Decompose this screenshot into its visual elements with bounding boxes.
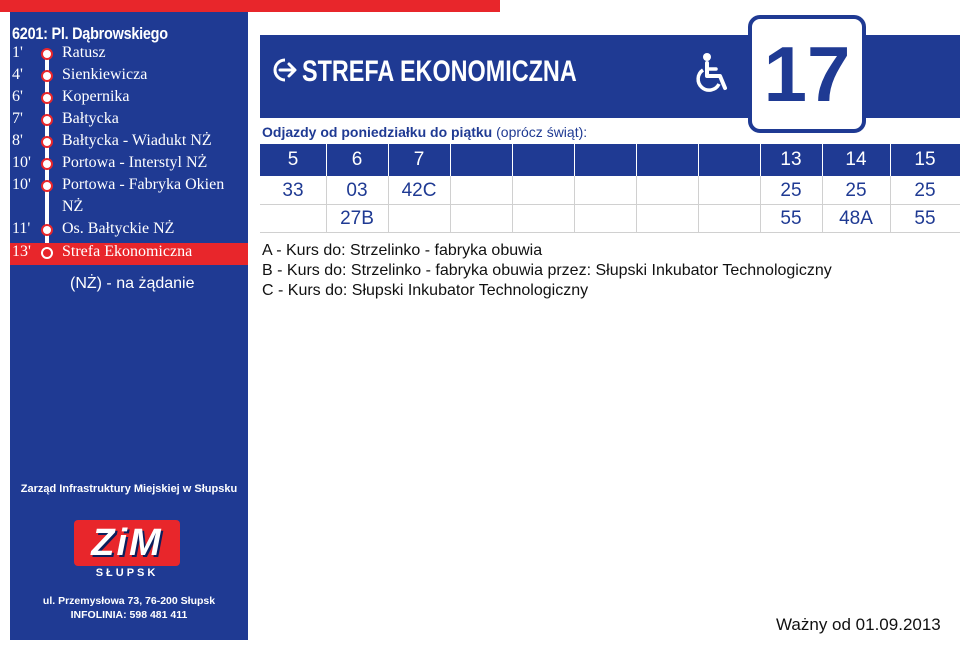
stop-name: Ratusz <box>62 44 106 61</box>
destination-name: STREFA EKONOMICZNA <box>302 55 577 88</box>
stop-item <box>10 132 248 154</box>
stop-marker-icon <box>41 180 53 192</box>
row-line <box>260 232 960 233</box>
stop-time: 10' <box>12 154 31 171</box>
hour-cell <box>636 144 698 176</box>
stop-time: 13' <box>12 243 31 260</box>
minute-cell: 25 <box>914 180 936 201</box>
stop-name: Bałtycka - Wiadukt NŻ <box>62 132 212 149</box>
stop-name: Strefa Ekonomiczna <box>62 243 193 260</box>
stop-marker-icon <box>41 70 53 82</box>
minute-cell: 27B <box>340 208 374 229</box>
hour-cell <box>450 144 512 176</box>
stop-item-final <box>10 243 248 265</box>
stop-marker-icon <box>41 136 53 148</box>
hour-cell <box>574 144 636 176</box>
stop-time: 10' <box>12 176 31 193</box>
stop-name: Os. Bałtyckie NŻ <box>62 220 175 237</box>
logo-text: ZiM <box>74 520 180 566</box>
stop-time: 4' <box>12 66 23 83</box>
stop-title: 6201: Pl. Dąbrowskiego <box>12 24 168 43</box>
stop-time: 7' <box>12 110 23 127</box>
days-label: Odjazdy od poniedziałku do piątku <box>262 124 493 140</box>
address-text: ul. Przemysłowa 73, 76-200 Słupsk <box>42 595 216 607</box>
stop-item-continuation <box>10 198 248 220</box>
stop-name: Portowa - Interstyl NŻ <box>62 154 208 171</box>
minute-cell: 55 <box>780 208 802 229</box>
stop-name: NŻ <box>62 198 84 215</box>
route-stop-list <box>10 44 248 274</box>
legend-item: C - Kurs do: Słupski Inkubator Technologiczny <box>262 282 589 299</box>
hour-cell: 13 <box>780 149 802 170</box>
stop-item <box>10 220 248 242</box>
stop-marker-icon <box>41 92 53 104</box>
days-of-operation <box>262 124 587 140</box>
stop-time: 11' <box>12 220 31 237</box>
organization-name: Zarząd Infrastruktury Miejskiej w Słupsku <box>20 483 238 495</box>
stop-item <box>10 88 248 110</box>
stop-item <box>10 44 248 66</box>
row-line <box>260 204 960 205</box>
stop-item <box>10 110 248 132</box>
top-red-bar <box>0 0 500 12</box>
zim-logo <box>68 520 188 586</box>
stop-name: Kopernika <box>62 88 130 105</box>
legend <box>262 241 832 301</box>
minute-cell: 33 <box>282 180 304 201</box>
minute-cell: 25 <box>845 180 867 201</box>
line-number: 17 <box>763 30 851 118</box>
minute-cell: 03 <box>346 180 368 201</box>
stop-marker-icon <box>41 224 53 236</box>
legend-item: B - Kurs do: Strzelinko - fabryka obuwia przez: Słupski Inkubator Technologiczny <box>262 262 832 279</box>
stop-item <box>10 154 248 176</box>
hour-cell <box>512 144 574 176</box>
stop-item <box>10 176 248 198</box>
wheelchair-icon <box>694 52 732 94</box>
line-number-box <box>748 15 866 133</box>
arrow-right-icon <box>272 57 298 83</box>
hour-cell: 14 <box>845 149 867 170</box>
minute-cell: 48A <box>839 208 873 229</box>
minute-cell: 55 <box>914 208 936 229</box>
stop-time: 1' <box>12 44 23 61</box>
contact-info <box>10 594 248 622</box>
hour-cell: 15 <box>914 149 936 170</box>
hour-cell: 7 <box>413 149 425 170</box>
valid-from: Ważny od 01.09.2013 <box>776 615 941 634</box>
stop-name: Portowa - Fabryka Okien <box>62 176 225 193</box>
on-demand-note: (NŻ) - na żądanie <box>70 275 195 292</box>
stop-marker-icon <box>41 114 53 126</box>
minute-cell: 25 <box>780 180 802 201</box>
stop-marker-icon <box>41 247 53 259</box>
stop-marker-icon <box>41 48 53 60</box>
hour-cell <box>698 144 760 176</box>
stop-name: Bałtycka <box>62 110 119 127</box>
stop-time: 8' <box>12 132 23 149</box>
stop-name: Sienkiewicza <box>62 66 148 83</box>
stop-item <box>10 66 248 88</box>
legend-item: A - Kurs do: Strzelinko - fabryka obuwia <box>262 242 543 259</box>
logo-subtitle: SŁUPSK <box>95 567 159 579</box>
stop-time: 6' <box>12 88 23 105</box>
days-exception: (oprócz świąt): <box>492 124 588 140</box>
hour-cell: 6 <box>351 149 363 170</box>
hour-cell: 5 <box>287 149 299 170</box>
stop-marker-icon <box>41 158 53 170</box>
hotline-text: INFOLINIA: 598 481 411 <box>70 609 188 621</box>
minute-cell: 42C <box>401 180 437 201</box>
